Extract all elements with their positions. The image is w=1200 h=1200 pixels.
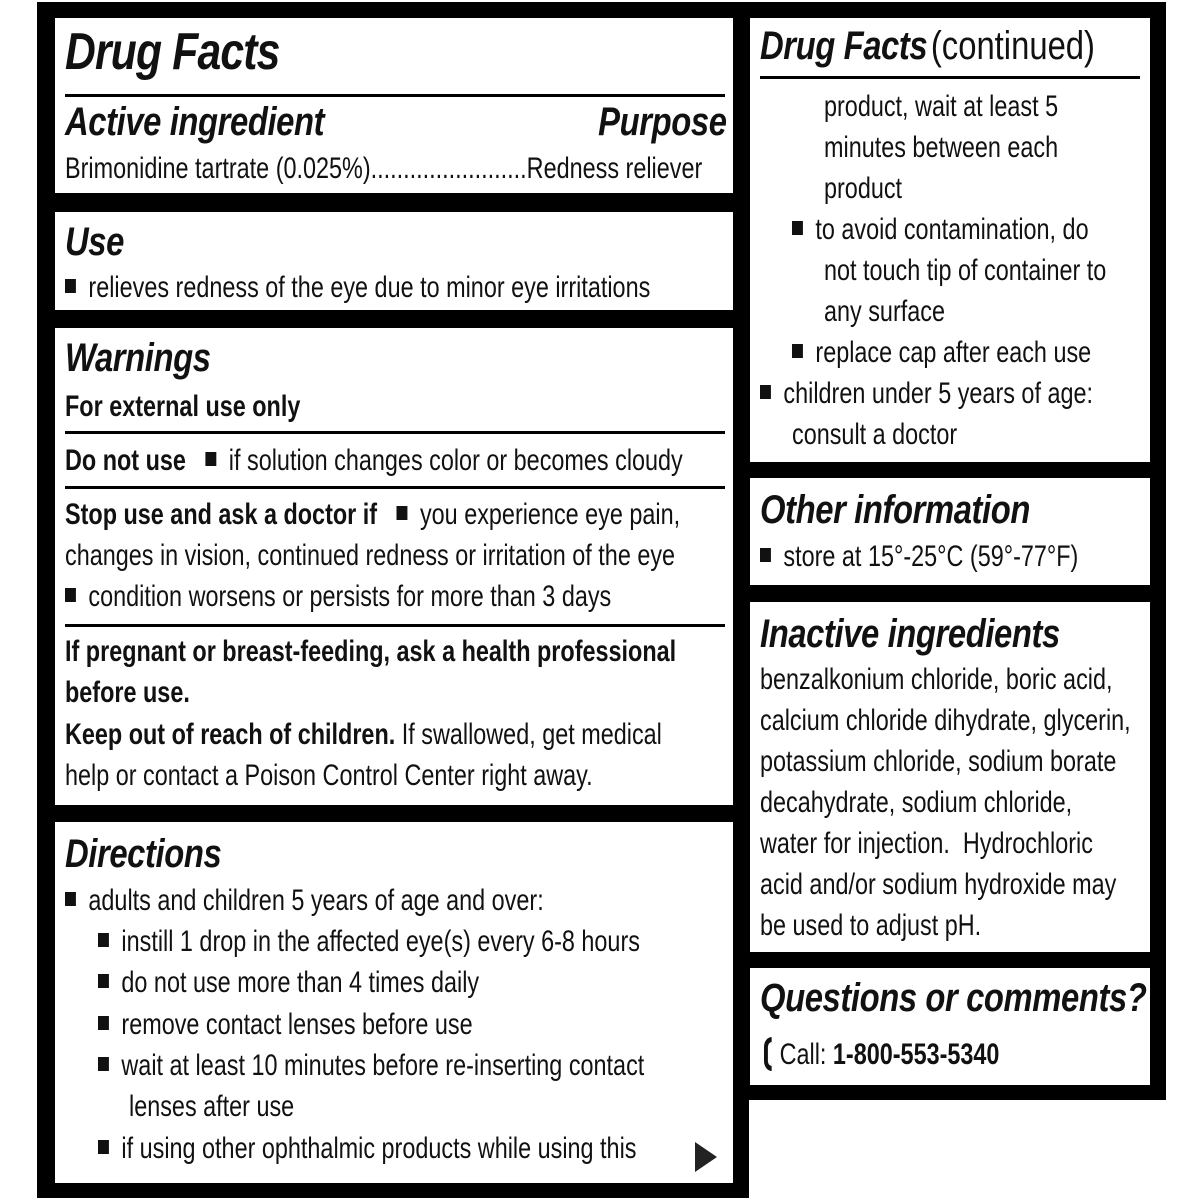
directions-heading: Directions [65,832,222,876]
continued-line: any surface [824,295,945,328]
stop-use-label: Stop use and ask a doctor if [65,498,378,531]
divider [65,431,725,434]
stop-use-item: condition worsens or persists for more than 3 days [88,580,612,613]
bullet-square-icon [98,1016,109,1030]
bullet-square-icon [98,933,109,947]
call-label: Call: [779,1038,827,1071]
use-item: relieves redness of the eye due to minor eye irritations [88,271,651,304]
bullet-square-icon [65,892,76,906]
directions-sub-item-continued: lenses after use [129,1090,295,1123]
continued-line: product, wait at least 5 [824,90,1059,123]
bullet-square-icon [792,221,803,235]
inactive-ingredients-line: be used to adjust pH. [760,909,982,942]
leader-dots: ........................ [370,152,527,185]
ingredient-purpose: Redness reliever [526,152,703,185]
stop-use-item-continued: changes in vision, continued redness or irritation of the eye [65,539,676,572]
inactive-ingredients-line: decahydrate, sodium chloride, [760,786,1073,819]
continued-title: Drug Facts [760,24,928,68]
external-use-only: For external use only [65,390,301,423]
bullet-square-icon [65,588,76,602]
inactive-ingredients-heading: Inactive ingredients [760,612,1060,656]
other-information-item: store at 15°-25°C (59°-77°F) [783,540,1079,573]
divider [760,76,1140,79]
bullet-square-icon [792,344,803,358]
inactive-ingredients-line: benzalkonium chloride, boric acid, [760,663,1113,696]
drug-facts-continued-box [750,18,1150,462]
pregnant-warning-continued: before use. [65,676,190,709]
bullet-square-icon [65,279,76,293]
other-information-heading: Other information [760,488,1031,532]
do-not-use-label: Do not use [65,444,186,477]
use-heading: Use [65,220,124,264]
directions-box [55,822,733,1183]
purpose-heading: Purpose [598,100,727,144]
continued-line: not touch tip of container to [824,254,1107,287]
continued-line: children under 5 years of age: [783,377,1093,410]
bullet-square-icon [98,1057,109,1071]
continued-line: minutes between each [824,131,1059,164]
divider [65,624,725,627]
divider [65,486,725,489]
keep-out-label: Keep out of reach of children. [65,718,396,751]
other-information-box [750,478,1150,585]
directions-sub-item: if using other ophthalmic products while using this [121,1132,637,1165]
warnings-heading: Warnings [65,336,211,380]
continued-line: replace cap after each use [815,336,1092,369]
directions-sub-item: remove contact lenses before use [121,1008,473,1041]
continued-line: consult a doctor [792,418,958,451]
inactive-ingredients-line: water for injection. Hydrochloric [760,827,1093,860]
stop-use-item: you experience eye pain, [419,498,681,531]
phone-icon [764,1037,772,1071]
continue-arrow-icon [695,1142,717,1172]
bullet-square-icon [205,452,216,466]
inactive-ingredients-line: potassium chloride, sodium borate [760,745,1117,778]
bullet-square-icon [98,1140,109,1154]
use-box [55,212,733,310]
inactive-ingredients-line: acid and/or sodium hydroxide may [760,868,1117,901]
directions-item: adults and children 5 years of age and over: [88,884,544,917]
directions-sub-item: do not use more than 4 times daily [121,966,480,999]
bullet-square-icon [760,385,771,399]
continued-line: product [824,172,903,205]
do-not-use-item: if solution changes color or becomes cloudy [228,444,683,477]
keep-out-text: If swallowed, get medical [401,718,662,751]
directions-sub-item: instill 1 drop in the affected eye(s) every 6-8 hours [121,925,640,958]
active-ingredient-row [65,148,702,189]
phone-number[interactable]: 1-800-553-5340 [832,1038,1000,1071]
inactive-ingredients-line: calcium chloride dihydrate, glycerin, [760,704,1131,737]
questions-box [750,968,1150,1085]
directions-sub-item: wait at least 10 minutes before re-inserting contact [121,1049,645,1082]
bullet-square-icon [397,506,408,520]
bullet-square-icon [760,548,771,562]
continued-suffix: (continued) [930,24,1095,68]
continued-line: to avoid contamination, do [815,213,1089,246]
pregnant-warning: If pregnant or breast-feeding, ask a health professional [65,635,677,668]
bullet-square-icon [98,974,109,988]
inactive-ingredients-box [750,602,1150,952]
active-ingredient-heading: Active ingredient [65,100,325,144]
keep-out-text-continued: help or contact a Poison Control Center right away. [65,759,593,792]
warnings-box [55,328,733,805]
questions-heading: Questions or comments? [760,976,1147,1020]
ingredient-name: Brimonidine tartrate (0.025%) [65,152,371,185]
divider [65,94,725,97]
drug-facts-title: Drug Facts [65,23,280,81]
drug-facts-header-box [55,18,733,193]
